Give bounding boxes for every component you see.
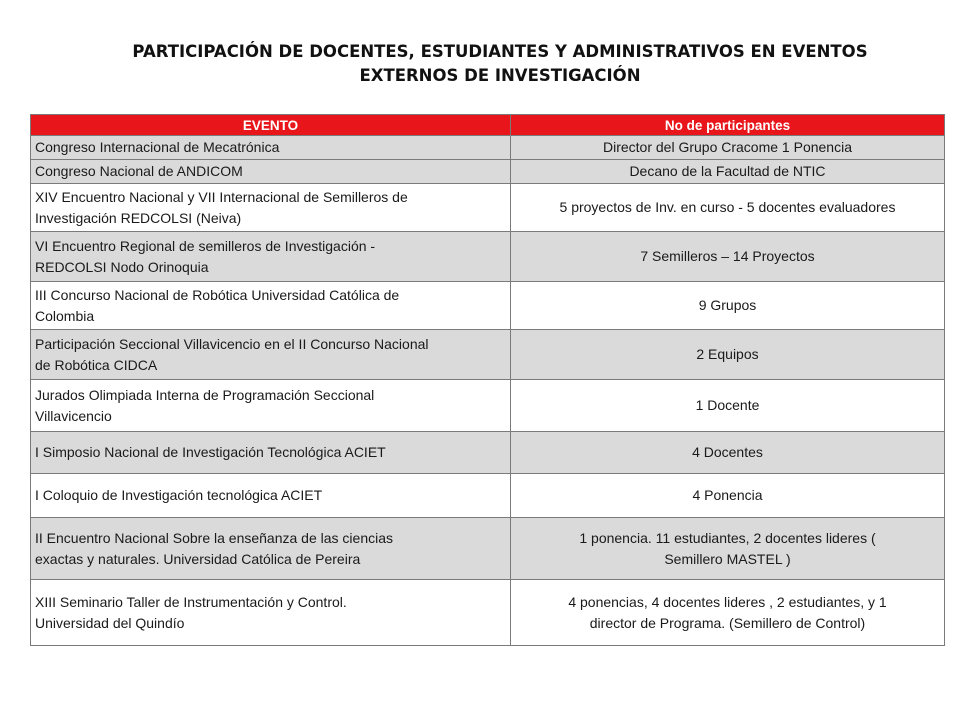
evento-text: Colombia <box>35 307 95 324</box>
participantes-cell <box>511 330 945 380</box>
table-row <box>31 136 945 160</box>
participantes-text: Decano de la Facultad de NTIC <box>629 163 826 179</box>
evento-text: XIII Seminario Taller de Instrumentación y Control. <box>35 593 347 610</box>
evento-text: II Encuentro Nacional Sobre la enseñanza de las ciencias <box>35 529 393 546</box>
evento-cell <box>31 160 511 184</box>
column-header-participantes: No de participantes <box>511 115 945 136</box>
participantes-cell <box>511 474 945 518</box>
participantes-text: 4 Docentes <box>692 444 763 460</box>
evento-text: XIV Encuentro Nacional y VII Internacional de Semilleros de <box>35 188 408 205</box>
participantes-text: 1 Docente <box>695 397 760 413</box>
events-table <box>30 114 945 646</box>
evento-cell <box>31 282 511 330</box>
evento-text: Villavicencio <box>35 407 112 424</box>
table-row <box>31 432 945 474</box>
evento-text: de Robótica CIDCA <box>35 356 158 373</box>
participantes-cell <box>511 282 945 330</box>
evento-text: III Concurso Nacional de Robótica Universidad Católica de <box>35 286 400 303</box>
participantes-text: Semillero MASTEL ) <box>664 550 791 567</box>
evento-text: Universidad del Quindío <box>35 614 185 631</box>
evento-text: VI Encuentro Regional de semilleros de Investigación - <box>35 237 376 254</box>
participantes-text: 4 Ponencia <box>692 487 763 503</box>
evento-text: Congreso Internacional de Mecatrónica <box>35 139 280 155</box>
evento-text: Investigación REDCOLSI (Neiva) <box>35 209 242 226</box>
table-row <box>31 474 945 518</box>
participantes-cell <box>511 432 945 474</box>
participantes-text: director de Programa. (Semillero de Control) <box>589 614 866 631</box>
participantes-text: Director del Grupo Cracome 1 Ponencia <box>602 139 852 155</box>
table-body <box>31 136 945 646</box>
table-row <box>31 330 945 380</box>
participantes-cell <box>511 184 945 232</box>
evento-text: REDCOLSI Nodo Orinoquia <box>35 258 209 275</box>
evento-cell <box>31 184 511 232</box>
table-row <box>31 184 945 232</box>
evento-cell <box>31 518 511 580</box>
participantes-cell <box>511 580 945 646</box>
participantes-text: 9 Grupos <box>698 297 757 313</box>
participantes-text: 2 Equipos <box>696 346 759 362</box>
evento-text: Participación Seccional Villavicencio en el II Concurso Nacional <box>35 335 429 352</box>
participantes-cell <box>511 136 945 160</box>
evento-cell <box>31 580 511 646</box>
table-row <box>31 518 945 580</box>
column-header-evento: EVENTO <box>31 115 511 136</box>
evento-text: Jurados Olimpiada Interna de Programación Seccional <box>35 386 375 403</box>
table-row <box>31 380 945 432</box>
table-row <box>31 282 945 330</box>
table-header-row <box>31 115 945 136</box>
page-title-line-1: PARTICIPACIÓN DE DOCENTES, ESTUDIANTES Y ADMINISTRATIVOS EN EVENTOS <box>132 42 868 61</box>
participantes-text: 7 Semilleros – 14 Proyectos <box>640 248 815 264</box>
evento-text: exactas y naturales. Universidad Católica de Pereira <box>35 550 361 567</box>
page-title <box>40 40 960 88</box>
evento-cell <box>31 330 511 380</box>
evento-cell <box>31 380 511 432</box>
evento-text: I Simposio Nacional de Investigación Tecnológica ACIET <box>35 444 386 460</box>
evento-cell <box>31 432 511 474</box>
participantes-cell <box>511 160 945 184</box>
participantes-text: 1 ponencia. 11 estudiantes, 2 docentes lideres ( <box>579 529 876 546</box>
page-title-line-2: EXTERNOS DE INVESTIGACIÓN <box>359 66 641 85</box>
participantes-cell <box>511 380 945 432</box>
evento-cell <box>31 232 511 282</box>
participantes-cell <box>511 232 945 282</box>
participantes-cell <box>511 518 945 580</box>
participantes-text: 4 ponencias, 4 docentes lideres , 2 estudiantes, y 1 <box>568 593 887 610</box>
evento-cell <box>31 474 511 518</box>
evento-text: I Coloquio de Investigación tecnológica ACIET <box>35 487 323 503</box>
participantes-text: 5 proyectos de Inv. en curso - 5 docentes evaluadores <box>559 199 896 215</box>
evento-text: Congreso Nacional de ANDICOM <box>35 163 243 179</box>
table-row <box>31 232 945 282</box>
evento-cell <box>31 136 511 160</box>
table-row <box>31 160 945 184</box>
table-row <box>31 580 945 646</box>
